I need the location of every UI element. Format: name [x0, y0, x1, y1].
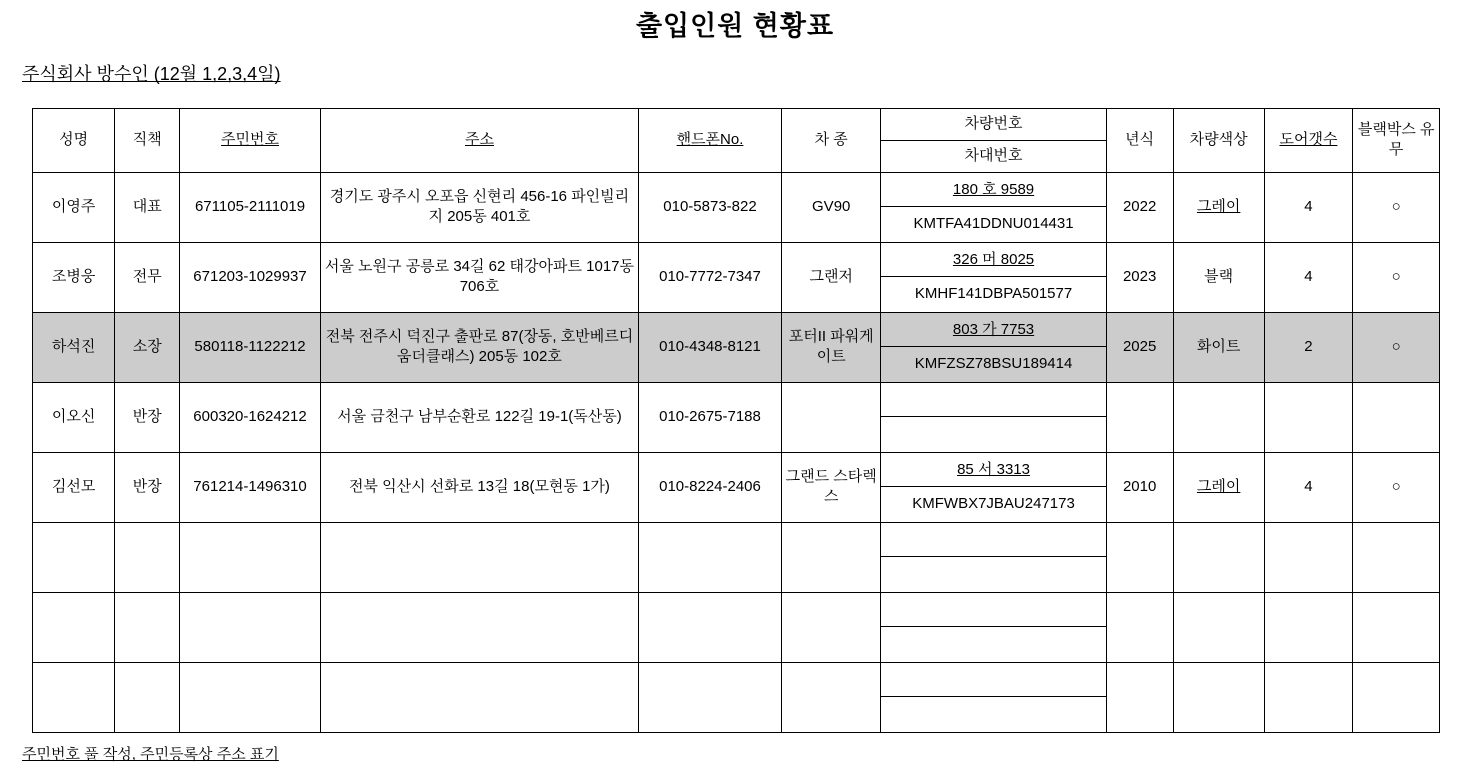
cell-name[interactable]: 이오신 — [33, 382, 115, 452]
cell-resident-no[interactable]: 671203-1029937 — [180, 242, 321, 312]
cell-year[interactable] — [1106, 592, 1173, 662]
cell-resident-no[interactable] — [180, 592, 321, 662]
cell-year[interactable]: 2010 — [1106, 452, 1173, 522]
cell-vin-no[interactable]: KMTFA41DDNU014431 — [913, 215, 1074, 233]
cell-year[interactable] — [1106, 522, 1173, 592]
cell-resident-no[interactable] — [180, 522, 321, 592]
cell-address[interactable] — [320, 592, 638, 662]
cell-address[interactable]: 서울 노원구 공릉로 34길 62 태강아파트 1017동 706호 — [320, 242, 638, 312]
cell-plate-no[interactable]: 326 머 8025 — [881, 243, 1105, 277]
cell-car-type[interactable] — [781, 522, 881, 592]
cell-name[interactable]: 하석진 — [33, 312, 115, 382]
cell-position[interactable]: 대표 — [115, 172, 180, 242]
cell-blackbox[interactable] — [1353, 592, 1440, 662]
cell-color[interactable] — [1173, 522, 1264, 592]
cell-color[interactable] — [1173, 592, 1264, 662]
table-row[interactable] — [33, 662, 1440, 732]
cell-position[interactable] — [115, 662, 180, 732]
cell-phone[interactable]: 010-2675-7188 — [639, 382, 782, 452]
cell-color[interactable]: 그레이 — [1173, 452, 1264, 522]
table-row[interactable] — [33, 172, 1440, 242]
header-car-type: 차 종 — [781, 108, 881, 172]
cell-vehicle-numbers[interactable] — [881, 172, 1106, 242]
cell-vehicle-numbers[interactable] — [881, 242, 1106, 312]
cell-vin-no[interactable] — [881, 557, 1105, 591]
cell-plate-no[interactable] — [881, 663, 1105, 697]
cell-car-type[interactable]: 포터II 파워게이트 — [781, 312, 881, 382]
cell-year[interactable] — [1106, 382, 1173, 452]
cell-color[interactable] — [1173, 662, 1264, 732]
cell-color[interactable]: 그레이 — [1173, 172, 1264, 242]
cell-doors[interactable] — [1264, 382, 1353, 452]
cell-doors[interactable] — [1264, 522, 1353, 592]
cell-vehicle-numbers[interactable] — [881, 592, 1106, 662]
cell-year[interactable]: 2025 — [1106, 312, 1173, 382]
cell-car-type[interactable]: 그랜저 — [781, 242, 881, 312]
cell-address[interactable] — [320, 522, 638, 592]
cell-blackbox[interactable]: ○ — [1353, 172, 1440, 242]
cell-blackbox[interactable]: ○ — [1353, 452, 1440, 522]
header-blackbox: 블랙박스 유무 — [1353, 108, 1440, 172]
cell-car-type[interactable] — [781, 662, 881, 732]
table-row[interactable] — [33, 242, 1440, 312]
cell-car-type[interactable] — [781, 592, 881, 662]
cell-address[interactable]: 서울 금천구 남부순환로 122길 19-1(독산동) — [320, 382, 638, 452]
cell-phone[interactable] — [639, 522, 782, 592]
cell-address[interactable]: 경기도 광주시 오포읍 신현리 456-16 파인빌리지 205동 401호 — [320, 172, 638, 242]
cell-name[interactable] — [33, 662, 115, 732]
cell-vin-no[interactable] — [881, 697, 1105, 731]
document-subtitle: 주식회사 방수인 (12월 1,2,3,4일) — [22, 64, 281, 85]
header-row — [33, 108, 1440, 140]
header-year: 년식 — [1106, 108, 1173, 172]
cell-vin-no[interactable]: KMFWBX7JBAU247173 — [912, 495, 1075, 513]
cell-address[interactable] — [320, 662, 638, 732]
cell-address[interactable]: 전북 전주시 덕진구 출판로 87(장동, 호반베르디움더클래스) 205동 102호 — [320, 312, 638, 382]
header-position: 직책 — [115, 108, 180, 172]
cell-plate-no[interactable]: 180 호 9589 — [881, 173, 1105, 207]
cell-doors[interactable]: 4 — [1264, 452, 1353, 522]
cell-vehicle-numbers[interactable] — [881, 382, 1106, 452]
cell-year[interactable] — [1106, 662, 1173, 732]
cell-blackbox[interactable]: ○ — [1353, 242, 1440, 312]
cell-blackbox[interactable] — [1353, 522, 1440, 592]
cell-blackbox[interactable] — [1353, 382, 1440, 452]
cell-doors[interactable]: 4 — [1264, 172, 1353, 242]
table-row[interactable] — [33, 592, 1440, 662]
cell-name[interactable]: 이영주 — [33, 172, 115, 242]
header-name: 성명 — [33, 108, 115, 172]
table-row[interactable] — [33, 522, 1440, 592]
page-title: 출입인원 현황표 — [635, 11, 835, 41]
cell-vin-no[interactable]: KMFZSZ78BSU189414 — [914, 355, 1073, 373]
cell-name[interactable]: 김선모 — [33, 452, 115, 522]
cell-resident-no[interactable]: 761214-1496310 — [180, 452, 321, 522]
cell-position[interactable] — [115, 592, 180, 662]
attendance-table-wrapper — [32, 108, 1440, 733]
cell-phone[interactable] — [639, 662, 782, 732]
cell-position[interactable]: 반장 — [115, 382, 180, 452]
cell-vehicle-numbers[interactable] — [881, 452, 1106, 522]
table-header — [33, 108, 1440, 172]
cell-vin-no[interactable] — [881, 627, 1105, 661]
cell-resident-no[interactable]: 671105-2111019 — [180, 172, 321, 242]
table-row[interactable] — [33, 312, 1440, 382]
footer-note: 주민번호 풀 작성, 주민등록상 주소 표기 — [22, 745, 279, 763]
header-resident-no: 주민번호 — [180, 108, 321, 172]
cell-phone[interactable]: 010-8224-2406 — [639, 452, 782, 522]
cell-position[interactable]: 소장 — [115, 312, 180, 382]
header-color: 차량색상 — [1173, 108, 1264, 172]
cell-doors[interactable] — [1264, 662, 1353, 732]
cell-color[interactable] — [1173, 382, 1264, 452]
cell-resident-no[interactable]: 580118-1122212 — [180, 312, 321, 382]
cell-phone[interactable]: 010-5873-822 — [639, 172, 782, 242]
cell-car-type[interactable]: GV90 — [781, 172, 881, 242]
cell-car-type[interactable]: 그랜드 스타렉스 — [781, 452, 881, 522]
cell-plate-no[interactable] — [881, 593, 1105, 627]
cell-name[interactable] — [33, 592, 115, 662]
cell-doors[interactable]: 2 — [1264, 312, 1353, 382]
cell-plate-no[interactable]: 85 서 3313 — [881, 453, 1105, 487]
cell-blackbox[interactable]: ○ — [1353, 312, 1440, 382]
cell-resident-no[interactable] — [180, 662, 321, 732]
cell-car-type[interactable] — [781, 382, 881, 452]
cell-phone[interactable]: 010-4348-8121 — [639, 312, 782, 382]
cell-blackbox[interactable] — [1353, 662, 1440, 732]
cell-phone[interactable]: 010-7772-7347 — [639, 242, 782, 312]
cell-plate-no[interactable] — [881, 523, 1105, 557]
cell-plate-no[interactable]: 803 가 7753 — [881, 313, 1105, 347]
attendance-table — [32, 108, 1440, 733]
cell-position[interactable]: 반장 — [115, 452, 180, 522]
table-row[interactable] — [33, 382, 1440, 452]
cell-name[interactable]: 조병웅 — [33, 242, 115, 312]
cell-doors[interactable] — [1264, 592, 1353, 662]
header-phone: 핸드폰No. — [639, 108, 782, 172]
header-vin-no: 차대번호 — [881, 140, 1106, 172]
table-body — [33, 172, 1440, 732]
cell-color[interactable]: 블랙 — [1173, 242, 1264, 312]
cell-doors[interactable]: 4 — [1264, 242, 1353, 312]
cell-color[interactable]: 화이트 — [1173, 312, 1264, 382]
cell-vin-no[interactable] — [881, 417, 1105, 451]
cell-year[interactable]: 2022 — [1106, 172, 1173, 242]
cell-year[interactable]: 2023 — [1106, 242, 1173, 312]
header-plate-no: 차량번호 — [881, 108, 1106, 140]
cell-vin-no[interactable]: KMHF141DBPA501577 — [914, 285, 1073, 303]
cell-position[interactable] — [115, 522, 180, 592]
cell-address[interactable]: 전북 익산시 선화로 13길 18(모현동 1가) — [320, 452, 638, 522]
cell-phone[interactable] — [639, 592, 782, 662]
header-doors: 도어갯수 — [1264, 108, 1353, 172]
cell-position[interactable]: 전무 — [115, 242, 180, 312]
cell-vehicle-numbers[interactable] — [881, 312, 1106, 382]
header-address: 주소 — [320, 108, 638, 172]
cell-plate-no[interactable] — [881, 383, 1105, 417]
cell-resident-no[interactable]: 600320-1624212 — [180, 382, 321, 452]
cell-vehicle-numbers[interactable] — [881, 662, 1106, 732]
table-row[interactable] — [33, 452, 1440, 522]
cell-name[interactable] — [33, 522, 115, 592]
cell-vehicle-numbers[interactable] — [881, 522, 1106, 592]
